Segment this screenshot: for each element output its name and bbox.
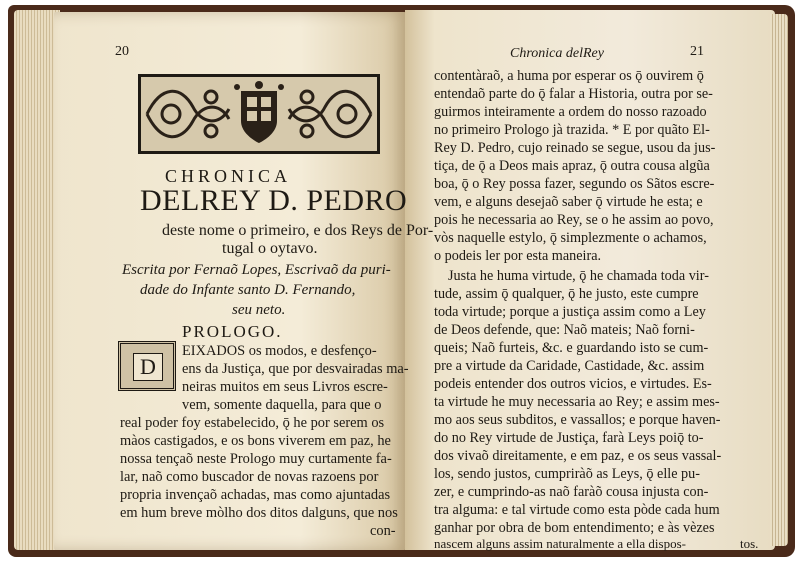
right-body-line: pois he necessaria ao Rey, se o he assim ao povo, — [434, 212, 714, 228]
left-body-line: neiras muitos em seus Livros escre- — [182, 379, 388, 395]
right-body-line: queis; Naõ furteis, &c. e guardando isto se cum- — [434, 340, 709, 356]
right-body-line: vem, e alguns desejaõ saber ǭ virtude he esta; e — [434, 194, 703, 210]
right-body-line: pre a virtude da Caridade, Castidade, &c. assim — [434, 358, 705, 374]
section-heading: PROLOGO. — [182, 322, 283, 341]
left-catchword: con- — [370, 523, 396, 539]
left-body-line: em hum breve mòlho dos ditos dalguns, que nos — [120, 505, 398, 521]
right-body-line: Rey D. Pedro, cujo reinado se segue, usou da jus- — [434, 140, 716, 156]
left-body-line: real poder foy estabelecido, ǭ he por serem os — [120, 415, 385, 431]
right-body-line: tude, assim ǭ qualquer, ǭ he justo, este cumpre — [434, 286, 699, 302]
right-body-line: dos vivaõ direitamente, e em paz, e os seus vassal- — [434, 448, 722, 464]
left-body-line: nossa tençaõ neste Prologo muy curtamente fa- — [120, 451, 392, 467]
right-body-line: tiça, de ǭ a Deos mais apraz, ǭ outra cousa algũa — [434, 158, 710, 174]
book-title: DELREY D. PEDRO — [140, 184, 408, 217]
right-page-number: 21 — [690, 44, 704, 59]
right-body-line: ta virtude he muy necessaria ao Rey; e assim mes- — [434, 394, 720, 410]
left-body-line: ens da Justiça, que por desvairadas ma- — [182, 361, 409, 377]
left-page-number: 20 — [115, 44, 129, 59]
right-body-line: podeis entender dos outros vicios, e virtudes. Es- — [434, 376, 712, 392]
left-body-line: EIXADOS os modos, e desfenço- — [182, 343, 377, 359]
left-body-line: màos castigados, e os bons viverem em paz, he — [120, 433, 391, 449]
right-body-line: toda virtude; porque a justiça assim como a Ley — [434, 304, 706, 320]
dropcap-letter: D — [133, 353, 163, 381]
left-body-line: lar, naõ como buscador de novas razoens por — [120, 469, 379, 485]
right-body-line: tra alguma: e tal virtude como esta pòde cada hum — [434, 502, 720, 518]
left-body-line: propria invençaõ achadas, mas como ajuntadas — [120, 487, 391, 503]
right-body-line: Justa he huma virtude, ǭ he chamada toda vir- — [448, 268, 709, 284]
author-line-1: Escrita por Fernaõ Lopes, Escrivaõ da puri- — [122, 262, 391, 278]
running-header: Chronica delRey — [510, 46, 604, 61]
author-line-2: dade do Infante santo D. Fernando, — [140, 282, 356, 298]
right-catchword: tos. — [740, 536, 759, 551]
chronica-heading: CHRONICA — [165, 166, 292, 186]
subtitle-line-2: tugal o oytavo. — [222, 240, 318, 257]
right-body-line: mo aos seus subditos, e vassallos; e porque haven- — [434, 412, 721, 428]
ornamental-headpiece-icon — [138, 74, 380, 154]
right-body-line: boa, ǭ o Rey possa fazer, segundo os Sãtos escre- — [434, 176, 715, 192]
right-body-line: ganhar por obra de bom entendimento; e às vèzes — [434, 520, 715, 536]
right-body-line: do no Rey virtude de Justiça, farà Leys poiǭ to- — [434, 430, 704, 446]
right-body-line: entendaõ parte do ǭ falar a Historia, outra por se- — [434, 86, 713, 102]
page-edges-right — [770, 14, 788, 546]
right-body-line: no primeiro Prologo jà trazida. * E por quãto El- — [434, 122, 710, 138]
right-body-line: vòs naquelle estylo, ǭ simplezmente o achamos, — [434, 230, 707, 246]
author-line-3: seu neto. — [232, 302, 286, 318]
right-body-line: de Deos defende, que: Naõ mateis; Naõ forni- — [434, 322, 695, 338]
right-body-line: guirmos inteiramente a ordem do nosso razoado — [434, 104, 707, 120]
dropcap-ornament-icon — [118, 341, 176, 391]
right-body-line: los, sendo justos, cumpriràõ as Leys, ǭ elle pu- — [434, 466, 700, 482]
right-body-line: nascem alguns assim naturalmente a ella dispos- — [434, 536, 686, 551]
right-body-line: o podeis ler por esta maneira. — [434, 248, 602, 264]
subtitle-line-1: deste nome o primeiro, e dos Reys de Por- — [162, 222, 434, 239]
left-body-line: vem, somente daquella, para que o — [182, 397, 382, 413]
right-body-line: contentàraõ, a huma por esperar os ǭ ouvirem ǭ — [434, 68, 704, 84]
right-body-line: zer, e cumprindo-as naõ faràõ cousa injusta con- — [434, 484, 709, 500]
